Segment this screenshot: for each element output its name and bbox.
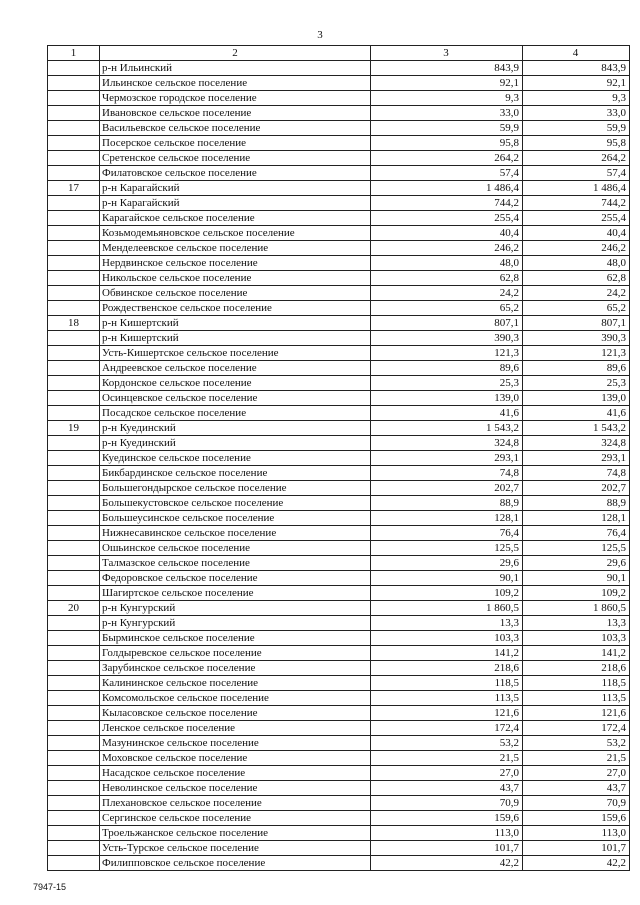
territory-name: р-н Кунгурский <box>100 616 371 631</box>
value-col-3: 843,9 <box>371 61 523 76</box>
value-col-3: 57,4 <box>371 166 523 181</box>
value-col-3: 29,6 <box>371 556 523 571</box>
value-col-4: 74,8 <box>523 466 630 481</box>
row-number: 19 <box>48 421 100 436</box>
territory-name: Моховское сельское поселение <box>100 751 371 766</box>
table-row <box>48 631 630 646</box>
territory-name: Большегондырское сельское поселение <box>100 481 371 496</box>
territory-name: Большеусинское сельское поселение <box>100 511 371 526</box>
row-number <box>48 691 100 706</box>
value-col-4: 41,6 <box>523 406 630 421</box>
territory-name: Плехановское сельское поселение <box>100 796 371 811</box>
value-col-3: 21,5 <box>371 751 523 766</box>
page-number: 3 <box>317 29 323 41</box>
value-col-3: 76,4 <box>371 526 523 541</box>
value-col-4: 9,3 <box>523 91 630 106</box>
table-row <box>48 121 630 136</box>
territory-name: Посерское сельское поселение <box>100 136 371 151</box>
value-col-4: 70,9 <box>523 796 630 811</box>
value-col-3: 293,1 <box>371 451 523 466</box>
row-number <box>48 406 100 421</box>
value-col-4: 744,2 <box>523 196 630 211</box>
value-col-4: 27,0 <box>523 766 630 781</box>
value-col-3: 95,8 <box>371 136 523 151</box>
table-row <box>48 376 630 391</box>
territory-name: Комсомольское сельское поселение <box>100 691 371 706</box>
row-number <box>48 376 100 391</box>
value-col-4: 218,6 <box>523 661 630 676</box>
value-col-3: 70,9 <box>371 796 523 811</box>
row-number <box>48 676 100 691</box>
row-number <box>48 286 100 301</box>
territory-name: Шагиртское сельское поселение <box>100 586 371 601</box>
value-col-3: 62,8 <box>371 271 523 286</box>
territory-name: Никольское сельское поселение <box>100 271 371 286</box>
row-number <box>48 646 100 661</box>
value-col-3: 744,2 <box>371 196 523 211</box>
table-row <box>48 76 630 91</box>
territory-name: р-н Куединский <box>100 436 371 451</box>
row-number <box>48 526 100 541</box>
territory-name: Сергинское сельское поселение <box>100 811 371 826</box>
row-number <box>48 766 100 781</box>
table-row <box>48 646 630 661</box>
table-row <box>48 706 630 721</box>
table-row <box>48 481 630 496</box>
territory-name: Ленское сельское поселение <box>100 721 371 736</box>
value-col-4: 125,5 <box>523 541 630 556</box>
territory-name: Калининское сельское поселение <box>100 676 371 691</box>
value-col-4: 1 486,4 <box>523 181 630 196</box>
value-col-4: 113,0 <box>523 826 630 841</box>
value-col-3: 40,4 <box>371 226 523 241</box>
table-row <box>48 511 630 526</box>
value-col-3: 807,1 <box>371 316 523 331</box>
table-row <box>48 541 630 556</box>
territory-name: Посадское сельское поселение <box>100 406 371 421</box>
table-row <box>48 286 630 301</box>
row-number: 17 <box>48 181 100 196</box>
budget-table <box>47 45 630 871</box>
row-number <box>48 151 100 166</box>
value-col-3: 42,2 <box>371 856 523 871</box>
value-col-3: 25,3 <box>371 376 523 391</box>
value-col-4: 13,3 <box>523 616 630 631</box>
row-number <box>48 346 100 361</box>
territory-name: Мазунинское сельское поселение <box>100 736 371 751</box>
value-col-3: 1 486,4 <box>371 181 523 196</box>
row-number <box>48 841 100 856</box>
territory-name: р-н Куединский <box>100 421 371 436</box>
row-number: 18 <box>48 316 100 331</box>
row-number <box>48 331 100 346</box>
value-col-4: 103,3 <box>523 631 630 646</box>
value-col-3: 128,1 <box>371 511 523 526</box>
row-number <box>48 301 100 316</box>
row-number <box>48 196 100 211</box>
row-number <box>48 241 100 256</box>
value-col-3: 121,3 <box>371 346 523 361</box>
territory-name: Насадское сельское поселение <box>100 766 371 781</box>
row-number: 20 <box>48 601 100 616</box>
territory-name: Усть-Турское сельское поселение <box>100 841 371 856</box>
territory-name: Ильинское сельское поселение <box>100 76 371 91</box>
table-row <box>48 796 630 811</box>
value-col-3: 90,1 <box>371 571 523 586</box>
value-col-4: 113,5 <box>523 691 630 706</box>
row-number <box>48 736 100 751</box>
row-number <box>48 586 100 601</box>
value-col-3: 218,6 <box>371 661 523 676</box>
value-col-4: 25,3 <box>523 376 630 391</box>
value-col-3: 65,2 <box>371 301 523 316</box>
value-col-4: 89,6 <box>523 361 630 376</box>
row-number <box>48 721 100 736</box>
table-row <box>48 256 630 271</box>
value-col-4: 53,2 <box>523 736 630 751</box>
table-row <box>48 676 630 691</box>
table-row <box>48 406 630 421</box>
value-col-3: 41,6 <box>371 406 523 421</box>
row-number <box>48 631 100 646</box>
value-col-3: 48,0 <box>371 256 523 271</box>
value-col-4: 109,2 <box>523 586 630 601</box>
table-row <box>48 826 630 841</box>
header-col-2: 2 <box>100 46 371 61</box>
value-col-4: 324,8 <box>523 436 630 451</box>
row-number <box>48 256 100 271</box>
value-col-4: 59,9 <box>523 121 630 136</box>
value-col-4: 118,5 <box>523 676 630 691</box>
value-col-4: 65,2 <box>523 301 630 316</box>
value-col-3: 101,7 <box>371 841 523 856</box>
row-number <box>48 751 100 766</box>
value-col-4: 62,8 <box>523 271 630 286</box>
row-number <box>48 91 100 106</box>
territory-name: Бырминское сельское поселение <box>100 631 371 646</box>
row-number <box>48 616 100 631</box>
table-row <box>48 721 630 736</box>
territory-name: Большекустовское сельское поселение <box>100 496 371 511</box>
value-col-4: 95,8 <box>523 136 630 151</box>
table-row <box>48 181 630 196</box>
row-number <box>48 571 100 586</box>
territory-name: р-н Кунгурский <box>100 601 371 616</box>
value-col-4: 293,1 <box>523 451 630 466</box>
territory-name: Федоровское сельское поселение <box>100 571 371 586</box>
row-number <box>48 451 100 466</box>
table-row <box>48 346 630 361</box>
table-row <box>48 361 630 376</box>
value-col-3: 202,7 <box>371 481 523 496</box>
value-col-4: 121,6 <box>523 706 630 721</box>
value-col-4: 43,7 <box>523 781 630 796</box>
table-header-row <box>48 46 630 61</box>
header-col-1: 1 <box>48 46 100 61</box>
value-col-4: 92,1 <box>523 76 630 91</box>
row-number <box>48 106 100 121</box>
table-row <box>48 751 630 766</box>
table-row <box>48 601 630 616</box>
value-col-4: 807,1 <box>523 316 630 331</box>
value-col-3: 43,7 <box>371 781 523 796</box>
table-row <box>48 331 630 346</box>
row-number <box>48 541 100 556</box>
value-col-3: 125,5 <box>371 541 523 556</box>
territory-name: Ошьинское сельское поселение <box>100 541 371 556</box>
territory-name: Козьмодемьяновское сельское поселение <box>100 226 371 241</box>
value-col-3: 53,2 <box>371 736 523 751</box>
territory-name: Бикбардинское сельское поселение <box>100 466 371 481</box>
table-row <box>48 61 630 76</box>
value-col-3: 109,2 <box>371 586 523 601</box>
value-col-4: 255,4 <box>523 211 630 226</box>
territory-name: Рождественское сельское поселение <box>100 301 371 316</box>
value-col-3: 246,2 <box>371 241 523 256</box>
table-row <box>48 841 630 856</box>
row-number <box>48 361 100 376</box>
table-row <box>48 781 630 796</box>
territory-name: р-н Кишертский <box>100 331 371 346</box>
table-row <box>48 196 630 211</box>
row-number <box>48 661 100 676</box>
row-number <box>48 796 100 811</box>
territory-name: Троельжанское сельское поселение <box>100 826 371 841</box>
table-row <box>48 241 630 256</box>
value-col-4: 121,3 <box>523 346 630 361</box>
value-col-3: 74,8 <box>371 466 523 481</box>
table-row <box>48 571 630 586</box>
document-code: 7947-15 <box>33 882 67 892</box>
value-col-3: 24,2 <box>371 286 523 301</box>
territory-name: Кордонское сельское поселение <box>100 376 371 391</box>
table-row <box>48 496 630 511</box>
territory-name: Неволинское сельское поселение <box>100 781 371 796</box>
row-number <box>48 76 100 91</box>
table-row <box>48 526 630 541</box>
territory-name: Кыласовское сельское поселение <box>100 706 371 721</box>
table-row <box>48 616 630 631</box>
territory-name: р-н Кишертский <box>100 316 371 331</box>
value-col-3: 324,8 <box>371 436 523 451</box>
row-number <box>48 436 100 451</box>
territory-name: Нердвинское сельское поселение <box>100 256 371 271</box>
row-number <box>48 856 100 871</box>
value-col-3: 390,3 <box>371 331 523 346</box>
row-number <box>48 121 100 136</box>
territory-name: Чермозское городское поселение <box>100 91 371 106</box>
row-number <box>48 271 100 286</box>
row-number <box>48 511 100 526</box>
table-row <box>48 736 630 751</box>
row-number <box>48 826 100 841</box>
territory-name: Зарубинское сельское поселение <box>100 661 371 676</box>
table-row <box>48 226 630 241</box>
value-col-3: 1 543,2 <box>371 421 523 436</box>
territory-name: Карагайское сельское поселение <box>100 211 371 226</box>
table-row <box>48 856 630 871</box>
value-col-3: 113,5 <box>371 691 523 706</box>
value-col-4: 101,7 <box>523 841 630 856</box>
territory-name: Осинцевское сельское поселение <box>100 391 371 406</box>
row-number <box>48 166 100 181</box>
value-col-4: 159,6 <box>523 811 630 826</box>
value-col-3: 255,4 <box>371 211 523 226</box>
row-number <box>48 211 100 226</box>
value-col-4: 21,5 <box>523 751 630 766</box>
territory-name: Куединское сельское поселение <box>100 451 371 466</box>
value-col-4: 246,2 <box>523 241 630 256</box>
row-number <box>48 556 100 571</box>
value-col-4: 139,0 <box>523 391 630 406</box>
value-col-3: 172,4 <box>371 721 523 736</box>
table-row <box>48 136 630 151</box>
value-col-3: 159,6 <box>371 811 523 826</box>
value-col-3: 89,6 <box>371 361 523 376</box>
value-col-3: 141,2 <box>371 646 523 661</box>
territory-name: р-н Ильинский <box>100 61 371 76</box>
table-row <box>48 436 630 451</box>
table-row <box>48 316 630 331</box>
value-col-4: 141,2 <box>523 646 630 661</box>
value-col-4: 202,7 <box>523 481 630 496</box>
value-col-4: 88,9 <box>523 496 630 511</box>
value-col-4: 1 543,2 <box>523 421 630 436</box>
territory-name: Филатовское сельское поселение <box>100 166 371 181</box>
value-col-4: 42,2 <box>523 856 630 871</box>
row-number <box>48 61 100 76</box>
row-number <box>48 391 100 406</box>
table-row <box>48 586 630 601</box>
territory-name: Андреевское сельское поселение <box>100 361 371 376</box>
table-row <box>48 691 630 706</box>
value-col-4: 264,2 <box>523 151 630 166</box>
value-col-3: 113,0 <box>371 826 523 841</box>
value-col-3: 92,1 <box>371 76 523 91</box>
value-col-4: 33,0 <box>523 106 630 121</box>
value-col-3: 264,2 <box>371 151 523 166</box>
territory-name: р-н Карагайский <box>100 196 371 211</box>
table-row <box>48 466 630 481</box>
territory-name: Сретенское сельское поселение <box>100 151 371 166</box>
territory-name: р-н Карагайский <box>100 181 371 196</box>
value-col-3: 118,5 <box>371 676 523 691</box>
table-row <box>48 451 630 466</box>
value-col-3: 121,6 <box>371 706 523 721</box>
table-row <box>48 211 630 226</box>
row-number <box>48 781 100 796</box>
value-col-4: 128,1 <box>523 511 630 526</box>
header-col-3: 3 <box>371 46 523 61</box>
table-row <box>48 166 630 181</box>
value-col-3: 139,0 <box>371 391 523 406</box>
value-col-3: 88,9 <box>371 496 523 511</box>
table-row <box>48 106 630 121</box>
value-col-4: 172,4 <box>523 721 630 736</box>
table-row <box>48 391 630 406</box>
territory-name: Усть-Кишертское сельское поселение <box>100 346 371 361</box>
value-col-4: 24,2 <box>523 286 630 301</box>
value-col-3: 103,3 <box>371 631 523 646</box>
row-number <box>48 496 100 511</box>
value-col-3: 1 860,5 <box>371 601 523 616</box>
value-col-3: 9,3 <box>371 91 523 106</box>
header-col-4: 4 <box>523 46 630 61</box>
value-col-3: 13,3 <box>371 616 523 631</box>
value-col-4: 1 860,5 <box>523 601 630 616</box>
territory-name: Талмазское сельское поселение <box>100 556 371 571</box>
value-col-4: 40,4 <box>523 226 630 241</box>
territory-name: Ивановское сельское поселение <box>100 106 371 121</box>
table-row <box>48 301 630 316</box>
row-number <box>48 481 100 496</box>
territory-name: Филипповское сельское поселение <box>100 856 371 871</box>
value-col-3: 27,0 <box>371 766 523 781</box>
table-row <box>48 556 630 571</box>
territory-name: Васильевское сельское поселение <box>100 121 371 136</box>
territory-name: Голдыревское сельское поселение <box>100 646 371 661</box>
value-col-4: 843,9 <box>523 61 630 76</box>
value-col-4: 29,6 <box>523 556 630 571</box>
table-row <box>48 91 630 106</box>
row-number <box>48 706 100 721</box>
table-row <box>48 661 630 676</box>
value-col-4: 390,3 <box>523 331 630 346</box>
row-number <box>48 811 100 826</box>
row-number <box>48 226 100 241</box>
value-col-4: 76,4 <box>523 526 630 541</box>
value-col-4: 57,4 <box>523 166 630 181</box>
value-col-4: 90,1 <box>523 571 630 586</box>
value-col-3: 33,0 <box>371 106 523 121</box>
value-col-3: 59,9 <box>371 121 523 136</box>
row-number <box>48 136 100 151</box>
table-row <box>48 421 630 436</box>
table-row <box>48 271 630 286</box>
table-row <box>48 151 630 166</box>
table-row <box>48 811 630 826</box>
territory-name: Менделеевское сельское поселение <box>100 241 371 256</box>
table-body <box>48 61 630 871</box>
value-col-4: 48,0 <box>523 256 630 271</box>
table-row <box>48 766 630 781</box>
territory-name: Нижнесавинское сельское поселение <box>100 526 371 541</box>
row-number <box>48 466 100 481</box>
territory-name: Обвинское сельское поселение <box>100 286 371 301</box>
